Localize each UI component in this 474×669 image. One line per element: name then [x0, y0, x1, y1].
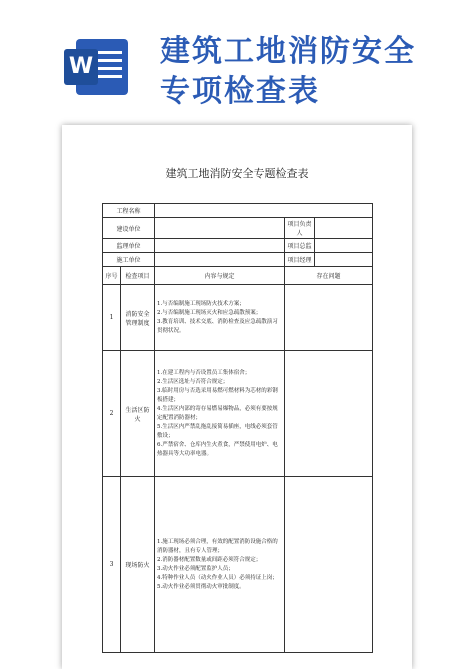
- row-seq: 3: [103, 477, 121, 653]
- column-header-issues: 存在问题: [285, 267, 373, 285]
- content-line: 5.动火作业必须贯彻动火审批制度。: [157, 583, 245, 590]
- content-line: 5.生活区内严禁乱拖乱接简易插座，电线必须套管敷设；: [157, 423, 278, 439]
- project-manager-value[interactable]: [315, 253, 373, 267]
- page-title-line1: 建筑工地消防安全: [160, 34, 416, 69]
- document-title: 建筑工地消防安全专题检查表: [165, 167, 309, 180]
- content-line: 2.消防器材配置数量或间距必须符合规定；: [157, 556, 262, 563]
- content-line: 1.施工现场必须合理，有效的配置消防设施合格的消防器材，且有专人管理；: [157, 538, 278, 554]
- project-manager-label: 项目经理: [285, 253, 315, 267]
- content-line: 1.与否编制施工现场防火技术方案；: [157, 300, 245, 307]
- content-line: 3.动火作业必须配置监护人员；: [157, 565, 234, 572]
- builder-label: 建设单位: [103, 218, 155, 239]
- row-content: [155, 285, 285, 351]
- builder-value[interactable]: [155, 218, 285, 239]
- row-item: 生活区防火: [121, 351, 155, 477]
- column-header-seq: 序号: [103, 267, 121, 285]
- row-issues[interactable]: [285, 477, 373, 653]
- row-issues[interactable]: [285, 351, 373, 477]
- table-row: [103, 204, 373, 218]
- project-name-value[interactable]: [155, 204, 373, 218]
- content-line: 2.生活区选址与否符合规定；: [157, 378, 229, 385]
- table-row: [103, 477, 373, 653]
- document-page: [62, 125, 412, 669]
- chief-supervisor-label: 项目总监: [285, 239, 315, 253]
- inspection-table: [102, 203, 373, 653]
- project-leader-label: 项目负责人: [285, 218, 315, 239]
- table-row: [103, 351, 373, 477]
- table-row: [103, 253, 373, 267]
- project-leader-value[interactable]: [315, 218, 373, 239]
- row-content: [155, 351, 285, 477]
- table-row: [103, 285, 373, 351]
- row-seq: 2: [103, 351, 121, 477]
- row-seq: 1: [103, 285, 121, 351]
- contractor-label: 施工单位: [103, 253, 155, 267]
- table-header-row: [103, 267, 373, 285]
- table-row: [103, 239, 373, 253]
- content-line: 1.在建工程内与否设置员工集体宿舍；: [157, 369, 251, 376]
- logo-letter: W: [64, 49, 98, 85]
- content-line: 3.临时用房与否选采用易燃可燃材料为芯材的彩钢板搭建；: [157, 387, 278, 403]
- supervisor-label: 监理单位: [103, 239, 155, 253]
- row-content: [155, 477, 285, 653]
- row-issues[interactable]: [285, 285, 373, 351]
- content-line: 3.教育培训、技术交底、消防检查及应急疏散演习贯彻状况。: [157, 318, 278, 334]
- row-item: 现场防火: [121, 477, 155, 653]
- supervisor-value[interactable]: [155, 239, 285, 253]
- contractor-value[interactable]: [155, 253, 285, 267]
- page-title-line2: 专项检查表: [160, 74, 320, 109]
- content-line: 4.特种作业人员（动火作业人员）必须持证上岗；: [157, 574, 278, 581]
- chief-supervisor-value[interactable]: [315, 239, 373, 253]
- word-logo-icon: [58, 35, 130, 99]
- table-row: [103, 218, 373, 239]
- column-header-content: 内容与规定: [155, 267, 285, 285]
- project-name-label: 工程名称: [103, 204, 155, 218]
- content-line: 2.与否编制施工现场灭火和应急疏散预案；: [157, 309, 262, 316]
- content-line: 4.生活区内部的寄存易燃易爆物品，必须有要按规定配置消防器材；: [157, 405, 278, 421]
- content-line: 6.严禁宿舍、仓库内生火煮食，严禁使用电炉、电热器具等大功率电器。: [157, 441, 278, 457]
- row-item: 消防安全管理制度: [121, 285, 155, 351]
- column-header-item: 检查项目: [121, 267, 155, 285]
